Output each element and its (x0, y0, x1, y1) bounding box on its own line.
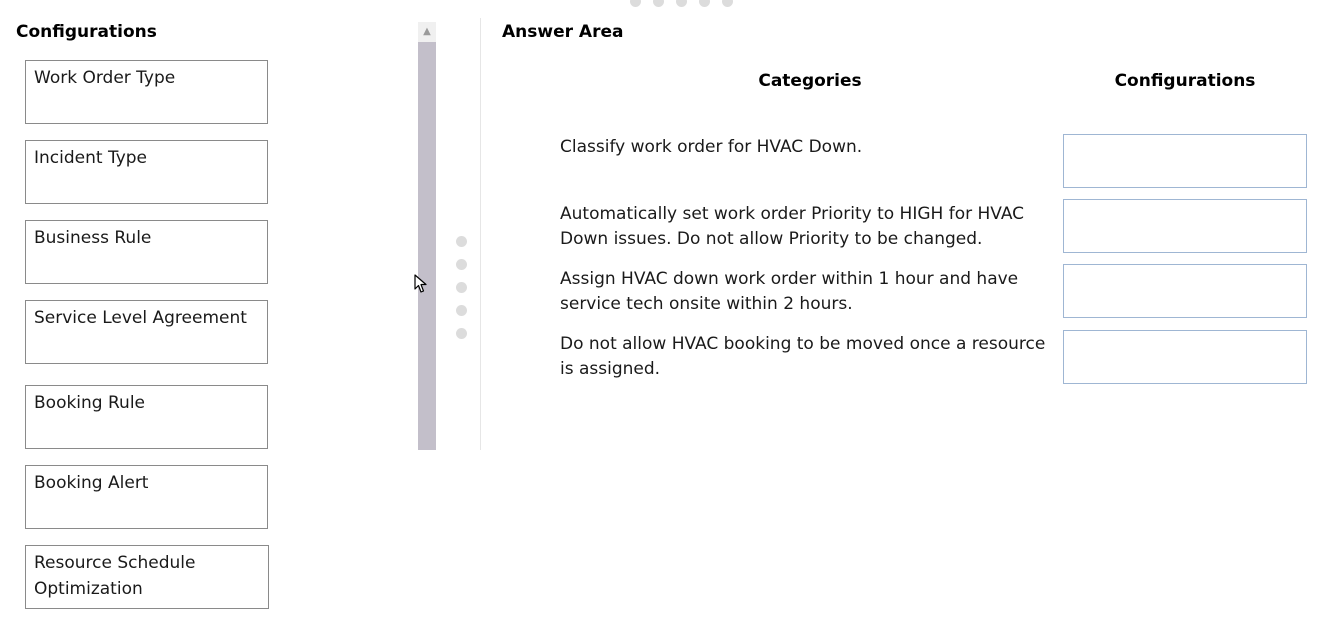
scroll-up-arrow-icon[interactable]: ▲ (423, 26, 431, 37)
configurations-title: Configurations (16, 22, 157, 42)
drop-target-3[interactable] (1063, 264, 1307, 318)
config-item-booking-alert[interactable]: Booking Alert (25, 465, 268, 529)
config-item-work-order-type[interactable]: Work Order Type (25, 60, 268, 124)
category-assign-within-hour: Assign HVAC down work order within 1 hour and have service tech onsite within 2 hours. (560, 269, 1019, 314)
panel-divider (480, 18, 481, 450)
answer-area-title: Answer Area (502, 22, 624, 42)
config-item-service-level-agreement[interactable]: Service Level Agreement (25, 300, 268, 364)
scrollbar-thumb[interactable] (418, 42, 436, 450)
config-item-business-rule[interactable]: Business Rule (25, 220, 268, 284)
category-set-priority: Automatically set work order Priority to HIGH for HVAC Down issues. Do not allow Priority to be changed. (560, 204, 1025, 249)
categories-header: Categories (758, 71, 862, 91)
config-item-booking-rule[interactable]: Booking Rule (25, 385, 268, 449)
category-booking-not-moved: Do not allow HVAC booking to be moved once a resource is assigned. (560, 334, 1046, 379)
category-classify-work-order: Classify work order for HVAC Down. (560, 137, 863, 157)
drop-target-2[interactable] (1063, 199, 1307, 253)
left-panel-scrollbar[interactable] (418, 22, 436, 450)
configurations-header: Configurations (1114, 71, 1256, 91)
drop-target-4[interactable] (1063, 330, 1307, 384)
config-item-incident-type[interactable]: Incident Type (25, 140, 268, 204)
drop-target-1[interactable] (1063, 134, 1307, 188)
config-item-resource-schedule-optimization[interactable]: Resource Schedule Optimization (25, 545, 269, 609)
mouse-pointer-icon (414, 274, 428, 294)
